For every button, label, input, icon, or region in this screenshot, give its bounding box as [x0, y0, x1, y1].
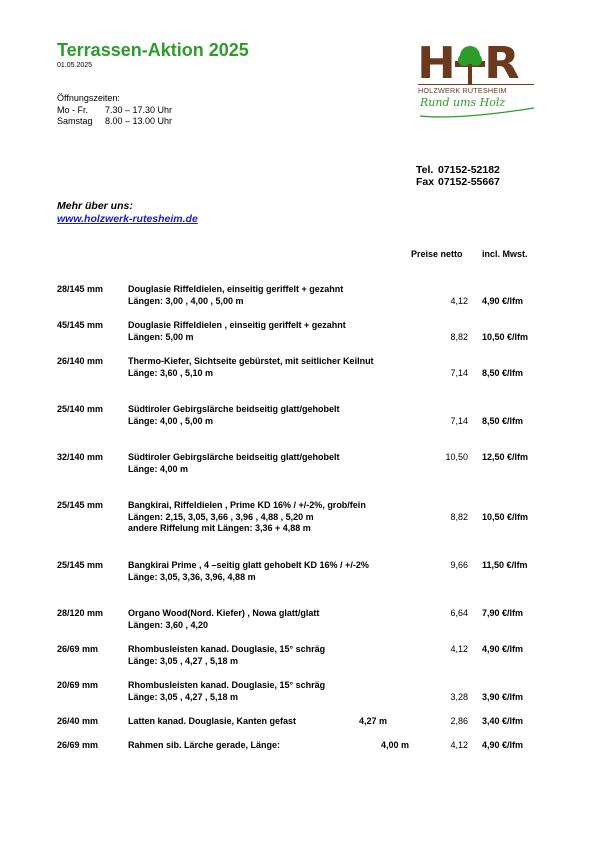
item-description: [128, 452, 340, 475]
item-description-line: Rhombusleisten kanad. Douglasie, 15° schräg: [128, 644, 326, 654]
item-price-gross: 4,90 €/lfm: [482, 295, 524, 306]
hours-day: Mo - Fr.: [57, 104, 88, 115]
item-dimension: 25/140 mm: [57, 404, 104, 414]
more-info-label: Mehr über uns:: [57, 200, 133, 212]
opening-hours-row: [57, 116, 172, 128]
hours-time: 8.00 – 13.00 Uhr: [105, 116, 173, 126]
item-description-line: Längen: 2,15, 3,05, 3,66 , 3,96 , 4,88 , 5,20 m: [128, 511, 314, 522]
item-price-gross: 3,40 €/lfm: [482, 716, 524, 726]
item-description-line: Bangkirai, Riffeldielen , Prime KD 16% / +/-2%, grob/fein: [128, 500, 366, 510]
item-description: [128, 356, 374, 379]
tel-label: Tel.: [416, 164, 434, 176]
item-description-line: Südtiroler Gebirgslärche beidseitig glatt/gehobelt: [128, 404, 340, 414]
item-description-line: Bangkirai Prime , 4 –seitig glatt gehobelt KD 16% / +/-2%: [128, 560, 369, 570]
tree-icon: [455, 44, 485, 84]
item-description: [128, 716, 296, 728]
item-price-net: 3,28: [450, 691, 468, 702]
item-description-line: Latten kanad. Douglasie, Kanten gefast: [128, 716, 297, 726]
item-description: [128, 560, 369, 583]
more-info: [57, 200, 198, 226]
item-description: [128, 644, 325, 667]
item-price-gross: 4,90 €/lfm: [482, 740, 524, 750]
item-price-net: 6,64: [450, 608, 468, 618]
item-price-gross: 12,50 €/lfm: [482, 452, 529, 462]
item-dimension: 28/120 mm: [57, 608, 104, 618]
item-description-line: Südtiroler Gebirgslärche beidseitig glatt/gehobelt: [128, 452, 340, 462]
item-price-net: 4,12: [450, 295, 468, 306]
logo-slogan: Rund ums Holz: [420, 96, 506, 109]
item-description-line: Rahmen sib. Lärche gerade, Länge:: [128, 740, 281, 750]
item-description-line: Längen: 5,00 m: [128, 331, 194, 342]
item-description-line: Länge: 4,00 m: [128, 463, 189, 474]
item-price-net: 7,14: [450, 415, 468, 426]
item-description: [128, 740, 280, 752]
item-length: 4,00 m: [381, 740, 410, 750]
item-price-gross: 10,50 €/lfm: [482, 331, 529, 342]
opening-hours: [57, 93, 172, 128]
item-description-line: Länge: 3,05 , 4,27 , 5,18 m: [128, 655, 239, 666]
item-description-line: andere Riffelung mit Längen: 3,36 + 4,88 m: [128, 523, 311, 533]
item-price-gross: 8,50 €/lfm: [482, 415, 524, 426]
item-description-line: Douglasie Riffeldielen, einseitig geriffelt + gezahnt: [128, 284, 344, 294]
hours-day: Samstag: [57, 116, 93, 126]
item-price-gross: 11,50 €/lfm: [482, 560, 528, 570]
item-description-line: Länge: 3,05 , 4,27 , 5,18 m: [128, 691, 239, 702]
item-dimension: 26/140 mm: [57, 356, 104, 366]
page-title: Terrassen-Aktion 2025: [57, 40, 249, 60]
logo-subtitle: HOLZWERK RUTESHEIM: [418, 84, 534, 95]
item-description: [128, 320, 346, 343]
item-price-gross: 3,90 €/lfm: [482, 691, 524, 702]
document-date: 01.05.2025: [57, 62, 93, 69]
item-description-line: Länge: 3,05, 3,36, 3,96, 4,88 m: [128, 571, 256, 582]
item-description-line: Thermo-Kiefer, Sichtseite gebürstet, mit seitlicher Keilnut: [128, 356, 374, 366]
fax-number: 07152-55667: [438, 176, 500, 188]
logo-letter-h: H: [417, 38, 456, 89]
item-price-net: 4,12: [450, 740, 468, 750]
website-link[interactable]: www.holzwerk-rutesheim.de: [57, 213, 198, 225]
item-description: [128, 404, 340, 427]
item-dimension: 25/145 mm: [57, 500, 104, 510]
item-dimension: 26/69 mm: [57, 644, 99, 654]
item-price-gross: 4,90 €/lfm: [482, 644, 524, 654]
item-price-net: 8,82: [450, 511, 468, 522]
item-price-net: 2,86: [450, 716, 468, 726]
item-dimension: 32/140 mm: [57, 452, 104, 462]
item-price-net: 8,82: [450, 331, 468, 342]
item-price-gross: 7,90 €/lfm: [482, 608, 524, 618]
item-dimension: 26/69 mm: [57, 740, 99, 750]
contact-block: [416, 164, 500, 188]
item-description-line: Länge: 3,60 , 5,10 m: [128, 367, 214, 378]
item-dimension: 20/69 mm: [57, 680, 99, 690]
swoosh-icon: [418, 106, 536, 120]
item-description: [128, 284, 343, 307]
item-description: [128, 608, 319, 631]
item-price-gross: 10,50 €/lfm: [482, 511, 529, 522]
opening-hours-label: Öffnungszeiten:: [57, 93, 120, 103]
item-price-net: 10,50: [445, 452, 468, 462]
item-description: [128, 680, 325, 703]
item-description: [128, 500, 366, 535]
item-dimension: 28/145 mm: [57, 284, 104, 294]
item-description-line: Längen: 3,60 , 4,20: [128, 619, 209, 630]
item-dimension: 25/145 mm: [57, 560, 104, 570]
opening-hours-row: [57, 105, 172, 117]
item-description-line: Organo Wood(Nord. Kiefer) , Nowa glatt/glatt: [128, 608, 320, 618]
item-price-gross: 8,50 €/lfm: [482, 367, 524, 378]
company-logo: [414, 40, 536, 124]
logo-letter-r: R: [483, 38, 520, 89]
column-header-gross: incl. Mwst.: [482, 249, 528, 259]
item-price-net: 9,66: [450, 560, 468, 570]
fax-label: Fax: [416, 176, 435, 188]
item-description-line: Douglasie Riffeldielen , einseitig geriffelt + gezahnt: [128, 320, 346, 330]
item-description-line: Länge: 4,00 , 5,00 m: [128, 415, 214, 426]
item-description-line: Rhombusleisten kanad. Douglasie, 15° schräg: [128, 680, 326, 690]
item-description-line: Längen: 3,00 , 4,00 , 5,00 m: [128, 295, 244, 306]
phone-number[interactable]: 07152-52182: [438, 164, 500, 176]
item-dimension: 45/145 mm: [57, 320, 104, 330]
item-price-net: 7,14: [450, 367, 468, 378]
item-dimension: 26/40 mm: [57, 716, 99, 726]
hours-time: 7.30 – 17.30 Uhr: [105, 104, 173, 115]
column-header-net: Preise netto: [411, 249, 463, 259]
item-price-net: 4,12: [450, 644, 468, 654]
item-length: 4,27 m: [359, 716, 388, 726]
